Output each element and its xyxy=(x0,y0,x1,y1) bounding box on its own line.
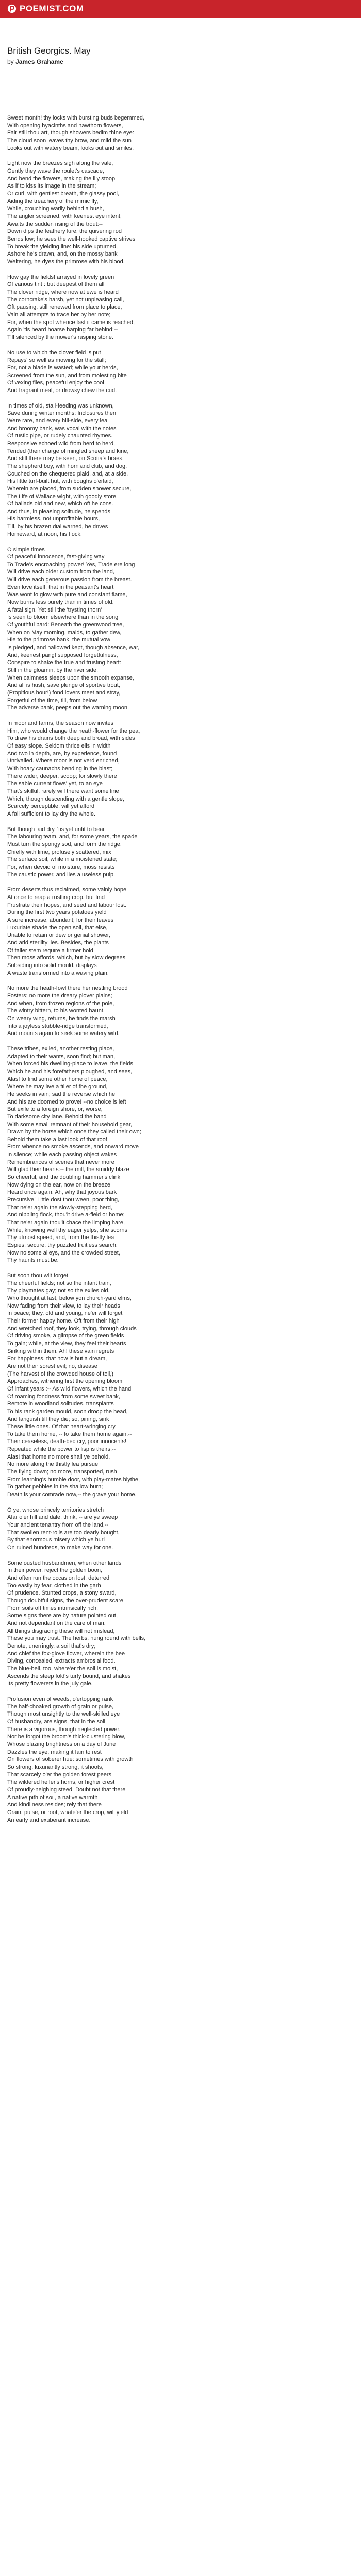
poem-line: And fragrant meal, or drowsy chew the cud. xyxy=(7,387,117,394)
poem-line: Were rare, and every hill-side, every lea xyxy=(7,417,108,424)
poem-line: Frustrate their hopes, and seed and labour lost. xyxy=(7,902,127,908)
poem-line: Which he and his forefathers ploughed, and sees, xyxy=(7,1068,133,1075)
poem-line: The angler screened, with keenest eye intent, xyxy=(7,213,122,219)
poem-line: In moorland farms, the season now invites xyxy=(7,720,114,727)
poem-line: Then moss affords, which, but by slow degrees xyxy=(7,955,126,961)
byline-prefix: by xyxy=(7,58,14,65)
poem-line: In their power, reject the golden boon, xyxy=(7,1567,103,1574)
poem-line: Of infant years :-- As wild flowers, which the hand xyxy=(7,1385,132,1392)
poem-line: The Life of Wallace wight, with goodly store xyxy=(7,493,117,500)
poem-line: Thy haunts must be. xyxy=(7,1257,59,1264)
poem-line: From deserts thus reclaimed, some vainly hope xyxy=(7,887,127,893)
poem-line: And bend the flowers, making the lily stoop xyxy=(7,175,116,182)
poem-line: Sweet month! thy locks with bursting buds begemmed, xyxy=(7,115,144,121)
poem-line: To draw his drains both deep and broad, with sides xyxy=(7,735,135,742)
poem-line: And still there may be seen, on Scotia's braes, xyxy=(7,455,124,462)
poem-line: Vain all attempts to trace her by her note; xyxy=(7,311,111,318)
poem-line: At once to reap a rustling crop, but find xyxy=(7,894,105,901)
poem-line: Adapted to their wants, soon find; but man, xyxy=(7,1053,116,1060)
poem-line: Where he may live a tiller of the ground, xyxy=(7,1083,108,1090)
poem-line: From whence no smoke ascends, and onward move xyxy=(7,1144,139,1150)
poem-byline xyxy=(7,58,348,66)
poem-line: Remembrances of scenes that never more xyxy=(7,1159,114,1165)
poem-line: Scarcely perceptible, will yet afford xyxy=(7,803,95,810)
poem-stanza xyxy=(7,546,348,712)
poem-line: Death is your comrade now,-- the grave your home. xyxy=(7,1492,137,1498)
poem-line: These you may trust. The herbs, hung round with bells, xyxy=(7,1635,146,1642)
poem-line: Remote in woodland solitudes, transplants xyxy=(7,1401,114,1408)
poem-line: Your ancient tenantry from off the land,-- xyxy=(7,1522,109,1529)
poem-line: Now dying on the ear, now on the breeze xyxy=(7,1181,110,1188)
poem-line: Profusion even of weeds, o'ertopping rank xyxy=(7,1696,113,1703)
poem-line: These tribes, exiled, another resting place, xyxy=(7,1045,114,1052)
poem-line: Of rustic pipe, or rudely chaunted rhymes. xyxy=(7,433,113,439)
poem-line: Alas! to find some other home of peace, xyxy=(7,1076,108,1082)
poem-line: As if to kiss its image in the stream; xyxy=(7,183,96,190)
poem-line: And often run the occasion lost, deterred xyxy=(7,1575,110,1582)
poem-line: Now fading from their view, to lay their heads xyxy=(7,1302,120,1309)
poem-line: And nibbling flock, thou'lt drive a-field or home; xyxy=(7,1212,125,1218)
poem-line: O ye, whose princely territories stretch xyxy=(7,1506,104,1513)
poem-line: Awaits the sudden rising of the trout:-- xyxy=(7,221,103,227)
poem-stanza xyxy=(7,1045,348,1264)
poem-line: Precursive! Little dost thou ween, poor thing, xyxy=(7,1197,120,1204)
poem-line: Aiding the treachery of the mimic fly, xyxy=(7,198,99,205)
poem-line: Must turn the spongy sod, and form the ridge. xyxy=(7,841,122,848)
poem-line: To gain; while, at the view, they feel their hearts xyxy=(7,1340,126,1347)
poem-line: Denote, unerringly, a soil that's dry; xyxy=(7,1643,96,1650)
poem-line: That ne'er again the slowly-stepping herd, xyxy=(7,1204,112,1211)
poem-line: Even love itself, that in the peasant's heart xyxy=(7,584,114,590)
poem-line: On weary wing, returns, he finds the marsh xyxy=(7,1015,116,1022)
poem-body xyxy=(7,114,348,1832)
poem-line: Will drive each older custom from the land, xyxy=(7,569,114,575)
poem-line: Subsiding into solid mould, displays xyxy=(7,962,97,969)
poem-stanza xyxy=(7,1272,348,1499)
poem-line: Will glad their hearts:-- the mill, the smiddy blaze xyxy=(7,1166,129,1173)
poem-line: Thy utmost speed, and, from the thistly lea xyxy=(7,1234,114,1241)
poem-line: On ruined hundreds, to make way for one. xyxy=(7,1545,113,1551)
poem-line: Its pretty flowerets in the july gale. xyxy=(7,1681,93,1687)
poem-line: From soils oft times intrinsically rich. xyxy=(7,1605,99,1612)
poem-line: Oft pausing, still renewed from place to place, xyxy=(7,304,122,311)
poem-line: Unrivalled. Where moor is not verd enriched, xyxy=(7,758,120,765)
poem-line: To his rank garden mould, soon droop the head, xyxy=(7,1408,128,1415)
poem-line: But exile to a foreign shore, or, worse, xyxy=(7,1106,103,1113)
poem-line: Of various tint : but deepest of them all xyxy=(7,281,105,288)
poem-line: Ashore he's drawn, and, on the mossy bank xyxy=(7,251,118,258)
poem-line: Weltering, he dyes the primrose with his blood. xyxy=(7,258,125,265)
poem-line: Tended (their charge of mingled sheep and kine, xyxy=(7,448,129,454)
poem-line: Nor be forgot the broom's thick-clustering blow, xyxy=(7,1734,125,1740)
poem-line: The sable current flows' yet, to an eye xyxy=(7,781,103,787)
poem-stanza xyxy=(7,826,348,879)
poem-line: Chiefly with lime, profusely scattered, mix xyxy=(7,849,111,855)
poem-line: Wherein are placed, from sudden shower secure, xyxy=(7,485,132,492)
poem-stanza xyxy=(7,402,348,538)
poem-line: Down dips the feathery lure; the quivering rod xyxy=(7,228,122,235)
poem-line: (The harvest of the crowded house of toil,) xyxy=(7,1370,114,1377)
poem-line: A fall sufficient to lay dry the whole. xyxy=(7,810,95,817)
poem-line: Sinking within them. Ah! these vain regrets xyxy=(7,1348,114,1354)
poem-line: Of youthful bard: Beneath the greenwood tree, xyxy=(7,622,124,629)
poem-line: Still in the gloamin, by the river side, xyxy=(7,667,99,674)
poem-line: Diving, concealed, extracts ambrosial food. xyxy=(7,1658,116,1665)
poem-line: Of driving smoke, a glimpse of the green fields xyxy=(7,1333,124,1340)
poem-line: Screened from the sun, and from molesting bite xyxy=(7,372,127,379)
poem-line: Is seen to bloom elsewhere than in the song xyxy=(7,614,119,621)
poem-line: Some ousted husbandmen, when other lands xyxy=(7,1560,122,1566)
poem-line: The cloud soon leaves thy brow, and mild the sun xyxy=(7,137,132,144)
poem-line: (Propitious hour!) fond lovers meet and stray, xyxy=(7,689,121,696)
poem-line: Dazzles the eye, making it fain to rest xyxy=(7,1749,102,1755)
poem-line: Now noisome alleys, and the crowded street, xyxy=(7,1249,120,1256)
poem-line: Now burns less purely than in times of old. xyxy=(7,599,114,606)
poem-line: Fair still thou art, though showers bedim thine eye: xyxy=(7,130,134,137)
poem-line: When forced his dwelling-place to leave, the fields xyxy=(7,1061,133,1067)
poem-line: And languish till they die; so, pining, sink xyxy=(7,1416,109,1422)
poem-line: Looks out with watery beam, looks out and smiles. xyxy=(7,145,134,151)
poem-line: Bends low; he sees the well-hooked captive strives xyxy=(7,235,136,242)
poem-line: By that enormous misery which ye hurl xyxy=(7,1537,105,1544)
poem-line: With opening hyacinths and hawthorn flowers, xyxy=(7,122,123,129)
poem-line: In peace; they, old and young, ne'er will forget xyxy=(7,1310,123,1317)
poem-line: Thy playmates gay; not so the exiles old, xyxy=(7,1287,110,1294)
poem-line: Luxuriate shade the open soil, that else, xyxy=(7,924,108,931)
poem-line: The flying down; no more, transported, rush xyxy=(7,1469,117,1476)
poem-line: Alas! that home no more shall ye behold, xyxy=(7,1453,110,1460)
poem-line: Light now the breezes sigh along the vale, xyxy=(7,160,113,167)
poem-line: And mounts again to seek some watery wild. xyxy=(7,1030,120,1037)
poem-line: That's skilful, rarely will there want some line xyxy=(7,788,119,794)
poem-stanza xyxy=(7,114,348,152)
poem-line: The blue-bell, too, where'er the soil is moist, xyxy=(7,1666,118,1672)
poem-line: The wintry bittern, to his wonted haunt, xyxy=(7,1008,105,1014)
poem-line: A fatal sign. Yet still the 'trysting thorn' xyxy=(7,606,102,613)
poem-line: No use to which the clover field is put xyxy=(7,349,101,356)
poem-line: Was wont to glow with pure and constant flame, xyxy=(7,591,127,598)
poem-line: While, knowing well thy eager yelps, she scorns xyxy=(7,1227,127,1233)
poem-line: Fosters; no more the dreary plover plains; xyxy=(7,992,112,999)
poem-line: A waste transformed into a waving plain. xyxy=(7,970,109,976)
poem-line: The surface soil, while in a moistened state; xyxy=(7,856,118,863)
poem-line: And chief the fox-glove flower, wherein the bee xyxy=(7,1650,125,1657)
poem-line: Or curl, with gentlest breath, the glassy pool, xyxy=(7,190,120,197)
poem-line: And thus, in pleasing solitude, he spends xyxy=(7,508,110,515)
poem-line: Repeated while the power to lisp is theirs;-- xyxy=(7,1446,116,1453)
poem-line: Though most unsightly to the well-skilled eye xyxy=(7,1711,120,1718)
poem-line: For, not a blade is wasted; while your herds, xyxy=(7,364,118,371)
site-logo[interactable] xyxy=(7,3,84,14)
poem-line: Repays' so well as mowing for the stall; xyxy=(7,357,106,364)
top-bar xyxy=(0,0,361,18)
poem-stanza xyxy=(7,160,348,265)
poem-line: Some signs there are by nature pointed out, xyxy=(7,1613,118,1619)
poem-line: To gather pebbles in the shallow burn; xyxy=(7,1484,103,1490)
poem-line: With some small remnant of their household gear, xyxy=(7,1121,133,1128)
poem-line: For happiness, that now is but a dream, xyxy=(7,1355,107,1362)
poem-line: Behold them take a last look of that roof, xyxy=(7,1136,109,1143)
poem-line: Though doubtful signs, the over-prudent scare xyxy=(7,1598,124,1604)
poem-line: A sure increase, abundant; for their leaves xyxy=(7,917,114,923)
poem-line: That scarcely o'er the golden forest peers xyxy=(7,1771,112,1778)
poem-line: On flowers of soberer hue: sometimes with growth xyxy=(7,1756,134,1763)
poem-line: An early and exuberant increase. xyxy=(7,1817,91,1823)
poem-line: To Trade's encroaching power! Yes, Trade ere long xyxy=(7,561,135,568)
poem-line: No more along the thistly lea pursue xyxy=(7,1461,99,1468)
poem-stanza xyxy=(7,886,348,977)
poem-line: Couched on the chequered plaid, and, at a side, xyxy=(7,470,128,477)
poem-line: Approaches, withering first the opening bloom xyxy=(7,1378,123,1385)
poem-line: But soon thou wilt forget xyxy=(7,1273,69,1279)
poem-line: So cheerful, and the doubling hammer's clink xyxy=(7,1174,121,1181)
poem-line: Which, though descending with a gentle slope, xyxy=(7,795,124,802)
poem-line: There is a vigorous, though neglected power. xyxy=(7,1726,121,1733)
poem-line: From learning's humble door, with play-mates blythe, xyxy=(7,1476,140,1483)
poem-line: To break the yielding line: his side upturned, xyxy=(7,243,118,250)
poem-stanza xyxy=(7,1696,348,1824)
poem-line: Him, who would change the heath-flower for the pea, xyxy=(7,727,140,734)
poem-line: And kindliness resides; rely that there xyxy=(7,1802,102,1808)
poem-line: Of ballads old and new, which oft he cons. xyxy=(7,501,113,507)
poem-line: And two in depth, are, by experience, found xyxy=(7,750,117,757)
poem-line: Of roaming fondness from some sweet bank, xyxy=(7,1393,120,1400)
poem-line: Hie to the primrose bank, the mutual vow xyxy=(7,637,110,643)
poem-line: When on May morning, maids, to gather dew, xyxy=(7,629,122,636)
poem-line: Who thought at last, below yon church-yard elms, xyxy=(7,1295,132,1302)
poem-line: Of prudence. Stunted crops, a stony sward, xyxy=(7,1590,117,1597)
poem-line: Of taller stem require a firmer hold xyxy=(7,947,93,954)
poem-line: And not dependant on the care of man. xyxy=(7,1620,106,1627)
poem-line: Their former happy home. Oft from their high xyxy=(7,1317,120,1324)
poem-line: And wretched roof, they look, trying, through clouds xyxy=(7,1325,137,1332)
poem-author-link[interactable]: James Grahame xyxy=(15,58,63,65)
poem-line: Gently they wave the roulet's cascade, xyxy=(7,168,104,175)
poem-line: Conspire to shake the true and trusting heart: xyxy=(7,659,121,666)
poem-line: Of proudly-neighing steed. Doubt not that there xyxy=(7,1786,126,1793)
poem-stanza xyxy=(7,349,348,395)
poem-line: The half-choaked growth of grain or pulse, xyxy=(7,1703,114,1710)
poem-line: For, when the spot whence last it came is reached, xyxy=(7,319,135,326)
poem-line: And broomy bank, was vocal with the notes xyxy=(7,425,117,432)
poem-line: That swollen rent-rolls are too dearly bought, xyxy=(7,1529,120,1536)
poem-line: In silence; while each passing object wakes xyxy=(7,1151,117,1158)
poem-line: His harmless, not unprofitable hours, xyxy=(7,516,100,522)
poem-line: Heard once again. Ah, why that joyous bark xyxy=(7,1189,117,1196)
poem-line: The clover ridge, where now at ewe is heard xyxy=(7,289,119,295)
poem-line: Of husbandry, are signs, that in the soil xyxy=(7,1719,105,1725)
poem-stanza xyxy=(7,1506,348,1552)
poem-line: In times of old, stall-feeding was unknown, xyxy=(7,402,114,409)
poem-line: Too easily by fear, clothed in the garb xyxy=(7,1582,101,1589)
poem-line: Of easy slope. Seldom thrice ells in width xyxy=(7,743,111,749)
poem-line: He seeks in vain; sad the reverse which he xyxy=(7,1091,116,1097)
poem-line: To darksome city lane. Behold the band xyxy=(7,1113,107,1120)
poem-line: Of peaceful innocence, fast-giving way xyxy=(7,554,105,561)
poem-line: Forgetful of the time, till, from below xyxy=(7,697,97,704)
poem-line: To take them home, -- to take them home again,-- xyxy=(7,1431,132,1437)
poem-line: And all is hush, save plunge of sportive trout, xyxy=(7,682,120,689)
poem-line: That ne'er again thou'lt chace the limping hare, xyxy=(7,1219,125,1226)
poem-stanza xyxy=(7,985,348,1038)
poem-line: And when, from frozen regions of the pole, xyxy=(7,1000,114,1007)
poem-line: Unable to retain or dew or genial shower, xyxy=(7,932,110,939)
poem-line: Whose blazing brightness on a day of June xyxy=(7,1741,116,1748)
poem-line: And, keenest pang! supposed forgetfulness, xyxy=(7,652,118,658)
poem-line: Save during winter months: Inclosures then xyxy=(7,410,116,417)
poem-line: A native pith of soil, a native warmth xyxy=(7,1794,98,1801)
poem-title: British Georgics. May xyxy=(7,46,91,56)
poem-line: Into a joyless stubble-ridge transformed, xyxy=(7,1023,108,1029)
poem-line: Again 'tis heard hoarse harping far behind;-- xyxy=(7,327,118,333)
poem-line: The caustic power, and lies a useless pulp. xyxy=(7,871,116,878)
poem-line: How gay the fields! arrayed in lovely green xyxy=(7,274,114,280)
poem-line: For, when devoid of moisture, moss resists xyxy=(7,863,115,870)
poem-line: Espies, secure, thy puzzled fruitless search. xyxy=(7,1242,118,1248)
poem-line: Their ceaseless, death-bed cry, poor innocents! xyxy=(7,1438,126,1445)
poem-line: The cheerful fields; not so the infant train, xyxy=(7,1280,111,1286)
poem-header xyxy=(7,45,348,66)
poem-line: All things disgracing these will not mislead, xyxy=(7,1628,115,1634)
poem-line: The corncrake's harsh, yet not unpleasing call, xyxy=(7,296,124,303)
poem-line: There wider, deeper, scoop; for slowly there xyxy=(7,773,117,779)
poem-line: Till, by his brazen dial warned, he drives xyxy=(7,523,108,530)
poem-line: So strong, luxuriantly strong, it shoots, xyxy=(7,1764,104,1770)
poem-line: O simple times xyxy=(7,546,45,553)
poem-line: Will drive each generous passion from the breast. xyxy=(7,577,132,583)
poem-stanza xyxy=(7,720,348,818)
poem-line: While, crouching warily behind a bush, xyxy=(7,206,104,212)
poem-stanza xyxy=(7,1560,348,1688)
poem-line: The shepherd boy, with horn and club, and dog, xyxy=(7,463,127,469)
poem-line: These little ones. Of that heart-wringing cry, xyxy=(7,1423,117,1430)
poem-line: Till silenced by the mower's rasping stone. xyxy=(7,334,113,341)
poem-line: And arid sterility lies. Besides, the plants xyxy=(7,939,109,946)
poem-line: Of vexing flies, peaceful enjoy the cool xyxy=(7,380,104,386)
poem-line: His little turf-built hut, with boughs o'erlaid, xyxy=(7,478,113,485)
poem-line: Drawn by the horse which once they called their own; xyxy=(7,1129,141,1136)
poem-line: The labouring team, and, for some years, the spade xyxy=(7,834,138,840)
poem-line: The adverse bank, peeps out the warning moon. xyxy=(7,705,129,711)
poem-line: And his are doomed to prove! --no choice is left xyxy=(7,1098,126,1105)
poem-line: Afar o'er hill and dale, think, -- are ye sweep xyxy=(7,1514,118,1521)
poem-line: When calmness sleeps upon the smooth expanse, xyxy=(7,674,134,681)
poem-line: Responsive echoed wild from herd to herd, xyxy=(7,440,116,447)
site-logo-text: POEMIST.COM xyxy=(20,4,84,13)
poem-line: The wildered heifer's horns, or higher crest xyxy=(7,1779,115,1786)
poem-line: No more the heath-fowl there her nestling brood xyxy=(7,985,128,992)
poem-line: During the first two years potatoes yield xyxy=(7,909,107,916)
poem-line: Ascends the steep fold's turfy bound, and shakes xyxy=(7,1673,131,1680)
poem-line: With hoary caunachs bending in the blast; xyxy=(7,765,113,772)
poem-line: Grain, pulse, or root, whate'er the crop, will yield xyxy=(7,1809,128,1816)
poem-line: But though laid dry, 'tis yet unfit to bear xyxy=(7,826,105,833)
poem-line: Is pledged, and hallowed kept, though absence, war, xyxy=(7,645,140,651)
poemist-logo-icon xyxy=(7,4,17,13)
poem-line: Homeward, at noon, his flock. xyxy=(7,531,82,537)
poem-line: Are not their sorest evil; no, disease xyxy=(7,1363,97,1369)
poem-stanza xyxy=(7,274,348,342)
